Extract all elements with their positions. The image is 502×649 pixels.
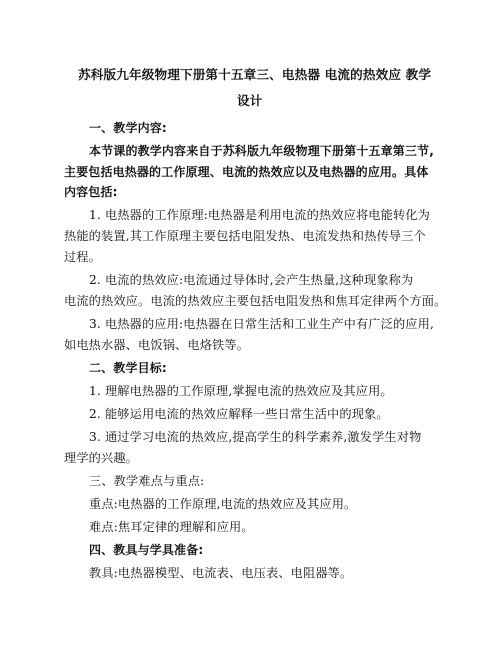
list-item-line: 理学的兴趣。 xyxy=(64,451,139,465)
list-item-line: 2. 电流的热效应:电流通过导体时,会产生热量,这种现象称为 xyxy=(89,273,414,287)
list-item-line: 热能的装置,其工作原理主要包括电阻发热、电流发热和热传导三个 xyxy=(64,229,426,243)
section-heading-materials: 四、教具与学具准备: xyxy=(89,543,204,557)
paragraph-line: 教具:电热器模型、电流表、电压表、电阻器等。 xyxy=(89,566,353,580)
list-item-line: 3. 通过学习电流的热效应,提高学生的科学素养,激发学生对物 xyxy=(89,430,422,444)
section-heading-teaching-goals: 二、教学目标: xyxy=(89,361,167,375)
paragraph-line: 难点:焦耳定律的理解和应用。 xyxy=(89,520,254,534)
paragraph-line: 本节课的教学内容来自于苏科版九年级物理下册第十五章第三节, xyxy=(89,144,434,158)
document-title-line-2: 设计 xyxy=(237,93,263,108)
paragraph-line: 内容包括: xyxy=(64,185,118,199)
list-item-line: 1. 理解电热器的工作原理,掌握电流的热效应及其应用。 xyxy=(89,384,393,398)
list-item-line: 过程。 xyxy=(64,250,102,264)
list-item-line: 3. 电热器的应用:电热器在日常生活和工业生产中有广泛的应用, xyxy=(89,317,435,331)
document-title-line-1: 苏科版九年级物理下册第十五章三、电热器 电流的热效应 教学 xyxy=(78,67,432,82)
section-heading-difficulties: 三、教学难点与重点: xyxy=(89,474,205,488)
list-item-line: 如电热水器、电饭锅、电烙铁等。 xyxy=(64,338,250,352)
list-item-line: 电流的热效应。电流的热效应主要包括电阻发热和焦耳定律两个方面。 xyxy=(64,294,447,308)
paragraph-line: 主要包括电热器的工作原理、电流的热效应以及电热器的应用。具体 xyxy=(64,165,429,179)
paragraph-line: 重点:电热器的工作原理,电流的热效应及其应用。 xyxy=(89,497,357,511)
list-item-line: 2. 能够运用电流的热效应解释一些日常生活中的现象。 xyxy=(89,407,389,421)
list-item-line: 1. 电热器的工作原理:电热器是利用电流的热效应将电能转化为 xyxy=(89,208,430,222)
section-heading-teaching-content: 一、教学内容: xyxy=(89,121,167,135)
